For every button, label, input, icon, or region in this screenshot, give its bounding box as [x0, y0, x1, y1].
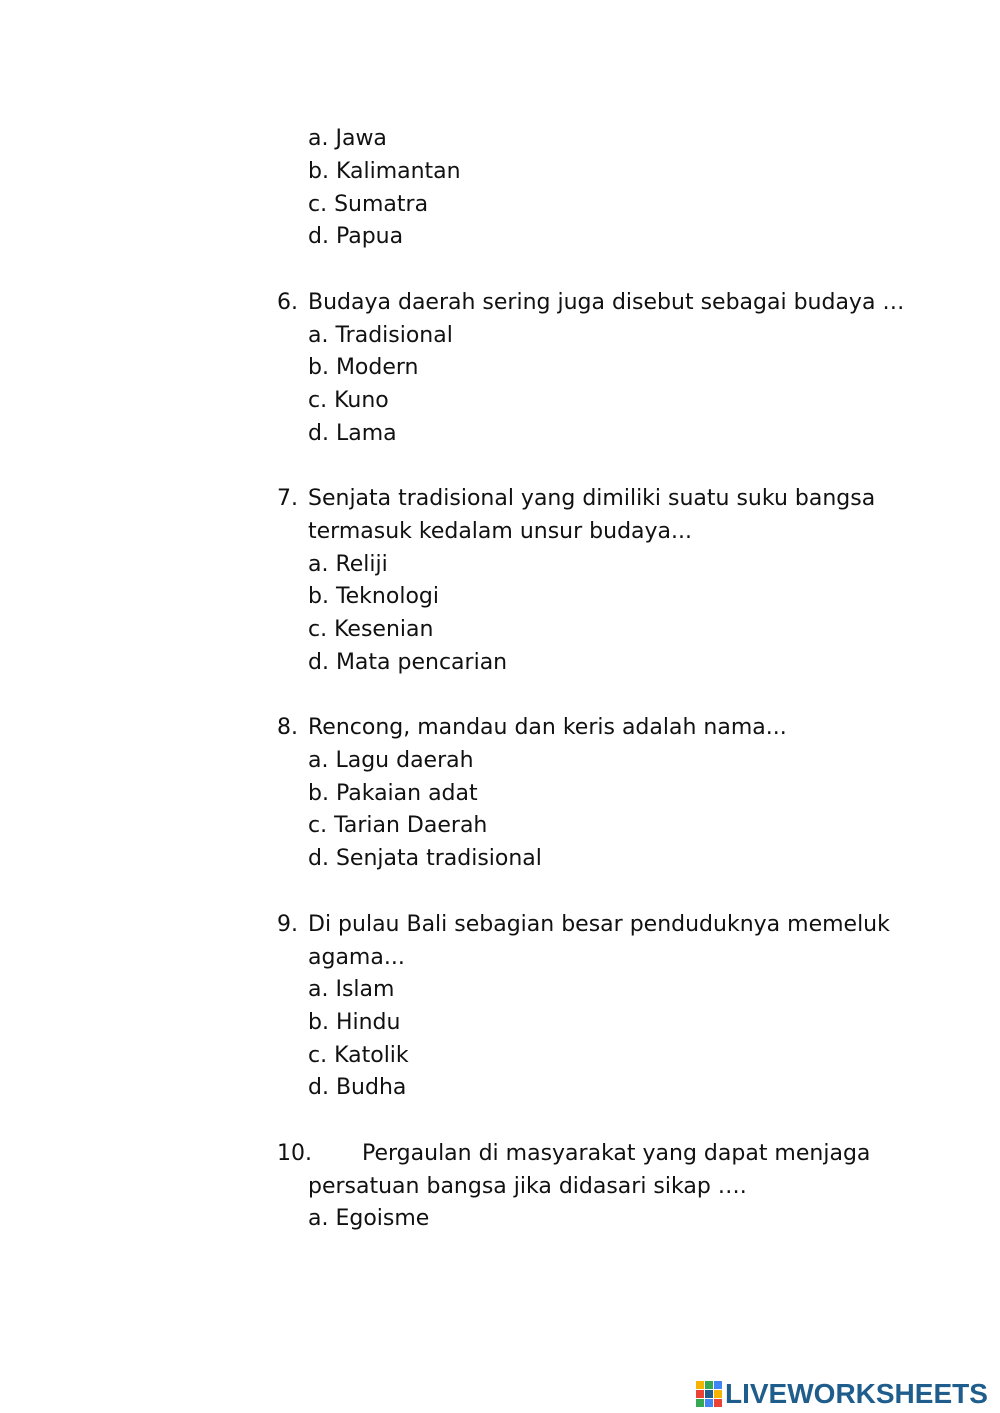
q7-option-b: b. Teknologi	[308, 584, 439, 609]
q10-option-a: a. Egoisme	[308, 1206, 430, 1231]
q10-text-line2: persatuan bangsa jika didasari sikap ….	[308, 1174, 747, 1199]
q10-number: 10.	[277, 1141, 312, 1166]
q5-option-b: b. Kalimantan	[308, 159, 461, 184]
q8-option-b: b. Pakaian adat	[308, 781, 478, 806]
q8-option-c: c. Tarian Daerah	[308, 813, 488, 838]
q9-option-b: b. Hindu	[308, 1010, 401, 1035]
q6-option-d: d. Lama	[308, 421, 397, 446]
q6-option-c: c. Kuno	[308, 388, 389, 413]
q7-option-c: c. Kesenian	[308, 617, 434, 642]
liveworksheets-logo	[696, 1378, 988, 1410]
q5-option-c: c. Sumatra	[308, 192, 429, 217]
q10-text-line1: Pergaulan di masyarakat yang dapat menjaga	[362, 1141, 871, 1166]
q7-number: 7.	[277, 486, 298, 511]
q6-option-b: b. Modern	[308, 355, 419, 380]
q6-number: 6.	[277, 290, 298, 315]
liveworksheets-logo-icon	[696, 1381, 722, 1407]
liveworksheets-brand-text: LIVEWORKSHEETS	[725, 1378, 988, 1409]
q9-text-line1: Di pulau Bali sebagian besar penduduknya memeluk	[308, 912, 890, 937]
q6-text: Budaya daerah sering juga disebut sebagai budaya …	[308, 290, 905, 315]
q9-number: 9.	[277, 912, 298, 937]
q5-option-d: d. Papua	[308, 224, 404, 249]
q9-option-c: c. Katolik	[308, 1043, 409, 1068]
q7-text-line1: Senjata tradisional yang dimiliki suatu suku bangsa	[308, 486, 876, 511]
q5-option-a: a. Jawa	[308, 126, 387, 151]
q9-text-line2: agama...	[308, 945, 405, 970]
q8-option-d: d. Senjata tradisional	[308, 846, 542, 871]
q7-text-line2: termasuk kedalam unsur budaya...	[308, 519, 692, 544]
q7-option-d: d. Mata pencarian	[308, 650, 508, 675]
q7-option-a: a. Reliji	[308, 552, 388, 577]
q8-number: 8.	[277, 715, 298, 740]
q9-option-d: d. Budha	[308, 1075, 407, 1100]
q8-text: Rencong, mandau dan keris adalah nama...	[308, 715, 787, 740]
q8-option-a: a. Lagu daerah	[308, 748, 474, 773]
q6-option-a: a. Tradisional	[308, 323, 453, 348]
q9-option-a: a. Islam	[308, 977, 395, 1002]
